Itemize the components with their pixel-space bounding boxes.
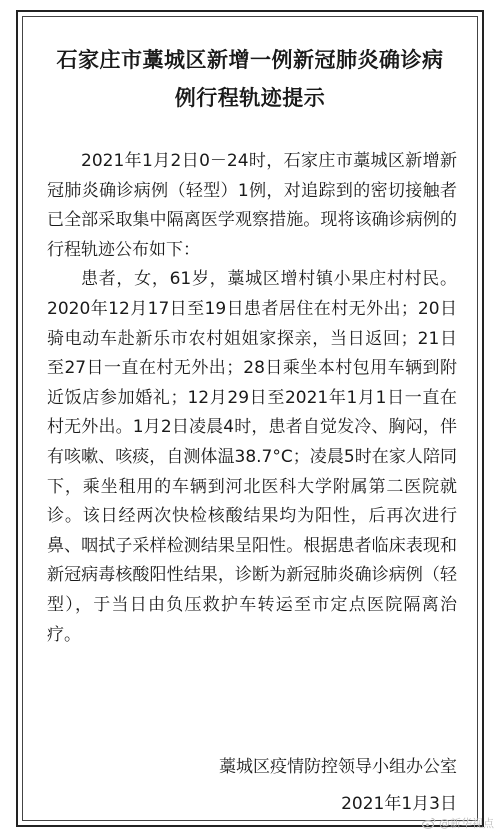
signature-date: 2021年1月3日 <box>341 794 457 814</box>
notice-frame <box>16 10 484 827</box>
notice-body <box>47 147 457 650</box>
notice-title-line-2: 例行程轨迹提示 <box>174 86 326 110</box>
notice-signature <box>219 749 457 823</box>
notice-paragraph-intro: 2021年1月2日0－24时，石家庄市藁城区新增新冠肺炎确诊病例（轻型）1例，对追踪到的密切接触者已全部采取集中隔离医学观察措施。现将该确诊病例的行程轨迹公布如下： <box>47 151 457 260</box>
signature-organization: 藁城区疫情防控领导小组办公室 <box>219 757 457 777</box>
weibo-logo-icon <box>422 817 436 829</box>
source-watermark <box>422 815 494 831</box>
watermark-text: @新华视点 <box>439 817 494 830</box>
notice-title <box>23 41 477 117</box>
notice-title-line-1: 石家庄市藁城区新增一例新冠肺炎确诊病 <box>56 48 444 72</box>
notice-paragraph-trajectory: 患者，女，61岁，藁城区增村镇小果庄村村民。2020年12月17日至19日患者居住在村无外出；20日骑电动车赴新乐市农村姐姐家探亲，当日返回；21日至27日一直在村无外出；28日乘坐本村包用车辆到附近饭店参加婚礼；12月29日至2021年1月1日一直在村无外出。1月2日凌晨4时，患者自觉发冷、胸闷，伴有咳嗽、咳痰，自测体温38.7°C；凌晨5时在家人陪同下，乘坐租用的车辆到河北医科大学附属第二医院就诊。该日经两次快检核酸结果均为阳性，后再次进行鼻、咽拭子采样检测结果呈阳性。根据患者临床表现和新冠病毒核酸阳性结果，诊断为新冠肺炎确诊病例（轻型），于当日由负压救护车转运至市定点医院隔离治疗。 <box>47 269 457 645</box>
notice-inner-border <box>22 16 478 821</box>
